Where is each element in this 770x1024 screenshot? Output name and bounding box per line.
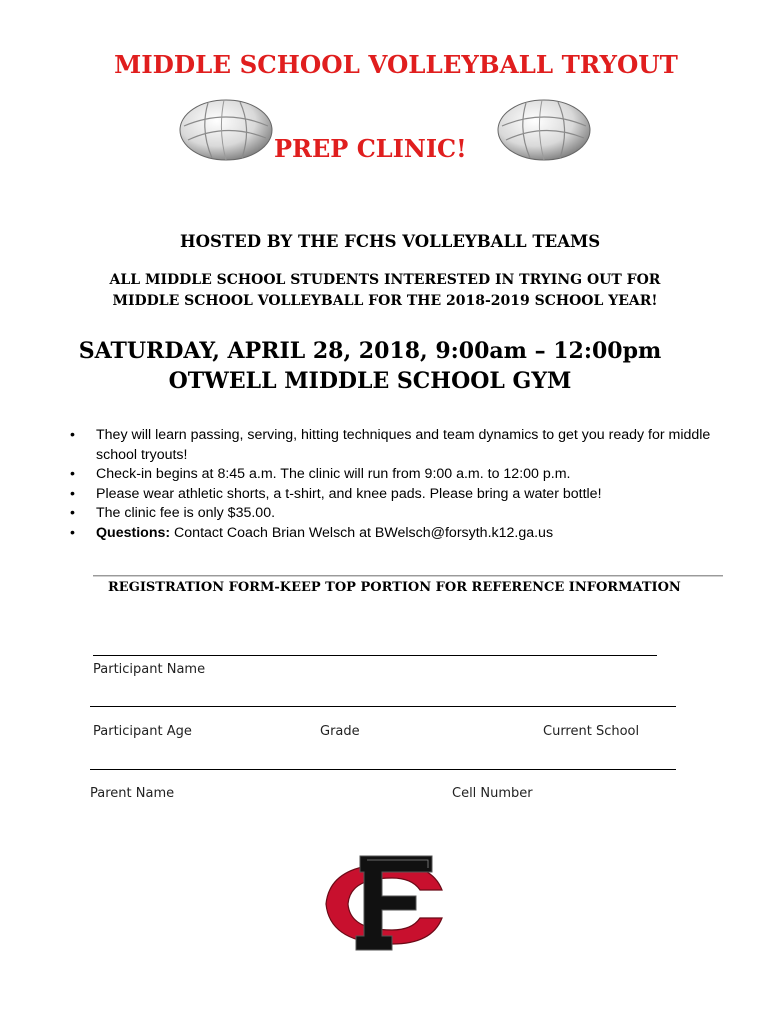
participant-name-label: Participant Name [93, 662, 206, 677]
list-item [70, 504, 730, 524]
participant-name-field[interactable] [93, 655, 657, 656]
bullet-icon: • [70, 427, 75, 443]
bullet-icon: • [70, 466, 75, 482]
bullet-icon: • [70, 524, 75, 541]
bullet-icon: • [70, 485, 75, 502]
list-item [70, 465, 730, 485]
list-item [70, 426, 730, 465]
flyer-title: MIDDLE SCHOOL VOLLEYBALL TRYOUT [114, 50, 678, 79]
volleyball-icon [496, 98, 592, 162]
detail-text: Please wear athletic shorts, a t-shirt, and knee pads. Please bring a water bottle! [96, 485, 602, 502]
event-location: OTWELL MIDDLE SCHOOL GYM [168, 368, 572, 394]
volleyball-icon [178, 98, 274, 162]
audience-text [0, 270, 770, 312]
event-date-time: SATURDAY, APRIL 28, 2018, 9:00am – 12:00pm [78, 338, 662, 364]
grade-label: Grade [320, 724, 360, 739]
detail-text: They will learn passing, serving, hitting techniques and team dynamics to get you ready for middle school tryouts! [96, 427, 711, 463]
section-divider [93, 575, 723, 577]
list-item-questions [70, 524, 730, 544]
fc-logo-icon [320, 852, 450, 952]
audience-line-2: MIDDLE SCHOOL VOLLEYBALL FOR THE 2018-2019 SCHOOL YEAR! [112, 293, 658, 309]
detail-text: Check-in begins at 8:45 a.m. The clinic will run from 9:00 a.m. to 12:00 p.m. [96, 466, 571, 482]
event-info [0, 336, 770, 396]
detail-text: The clinic fee is only $35.00. [96, 505, 276, 521]
hosted-by-heading: HOSTED BY THE FCHS VOLLEYBALL TEAMS [180, 232, 601, 251]
details-list [70, 426, 730, 543]
registration-title: REGISTRATION FORM-KEEP TOP PORTION FOR REFERENCE INFORMATION [108, 580, 681, 595]
list-item [70, 485, 730, 505]
cell-number-label: Cell Number [452, 786, 533, 801]
audience-line-1: ALL MIDDLE SCHOOL STUDENTS INTERESTED IN TRYING OUT FOR [109, 272, 661, 288]
participant-age-grade-school-field[interactable] [90, 706, 676, 707]
parent-name-cell-field[interactable] [90, 769, 676, 770]
parent-name-label: Parent Name [90, 786, 175, 801]
questions-contact: Contact Coach Brian Welsch at BWelsch@forsyth.k12.ga.us [170, 524, 554, 541]
questions-label: Questions: [96, 524, 171, 541]
flyer-subtitle: PREP CLINIC! [274, 134, 467, 163]
participant-age-label: Participant Age [93, 724, 192, 739]
current-school-label: Current School [543, 724, 640, 739]
bullet-icon: • [70, 505, 75, 521]
